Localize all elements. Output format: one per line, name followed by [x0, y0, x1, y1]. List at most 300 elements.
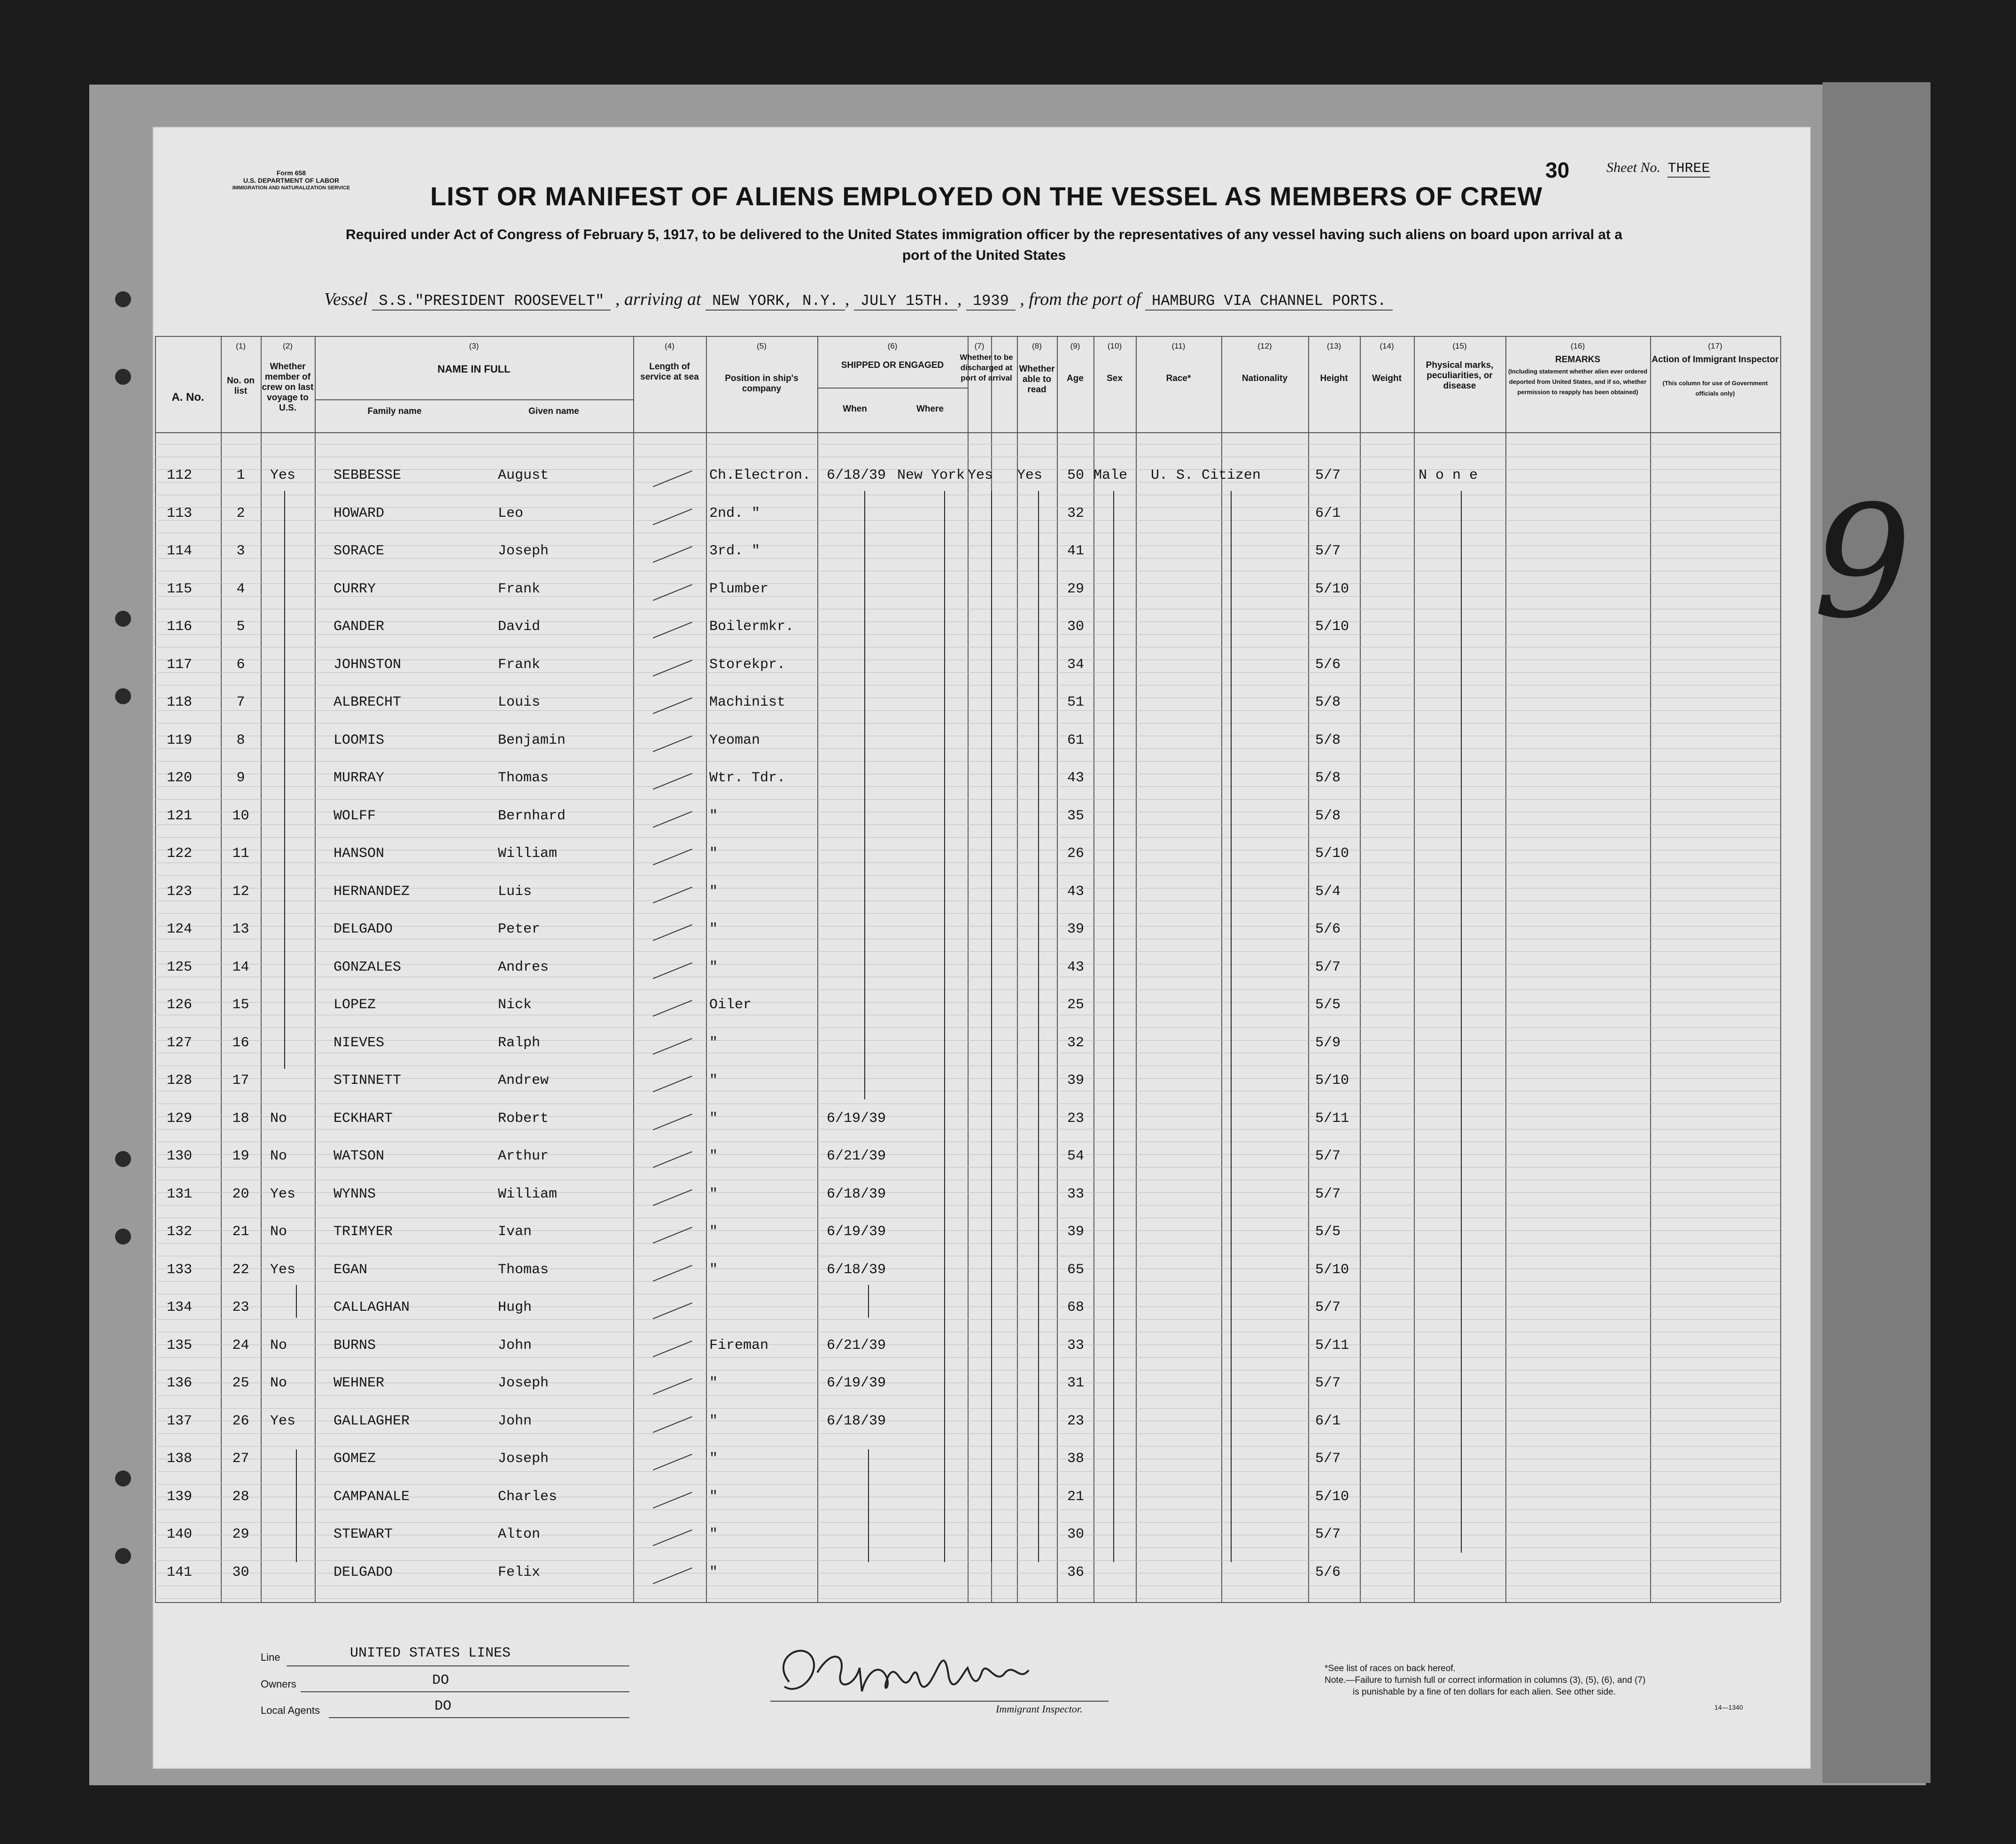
header-position: Position in ship's company [725, 373, 799, 394]
penalty-note-1: Note.—Failure to furnish full or correct information in columns (3), (5), (6), and (7) [1325, 1675, 1646, 1685]
shipped-when: 6/18/39 [827, 1413, 886, 1429]
last-voyage: Yes [270, 1186, 296, 1202]
line-underline [287, 1665, 629, 1666]
row-number: 29 [232, 1526, 249, 1542]
row-number: 27 [232, 1451, 249, 1467]
given-name: Ralph [498, 1035, 541, 1051]
a-number: 127 [167, 1035, 193, 1051]
a-number: 134 [167, 1299, 193, 1315]
row-number: 9 [236, 770, 245, 786]
given-name: Andrew [498, 1073, 549, 1089]
position: " [709, 808, 718, 824]
row-rule [155, 336, 1780, 337]
last-voyage: No [270, 1224, 287, 1240]
form-number: Form 658 [276, 169, 306, 177]
row-number: 26 [232, 1413, 249, 1429]
punch-hole [115, 1151, 131, 1167]
table-row [155, 619, 1780, 647]
arriving-label: , arriving at [615, 289, 701, 309]
position: " [709, 1111, 718, 1127]
row-number: 4 [236, 581, 245, 597]
table-row [155, 1148, 1780, 1176]
position: Machinist [709, 694, 786, 710]
a-number: 138 [167, 1451, 193, 1467]
position: Wtr. Tdr. [709, 770, 786, 786]
header-discharged: Whether to be discharged at port of arrival [960, 353, 1013, 382]
family-name: GONZALES [333, 959, 402, 975]
a-number: 123 [167, 884, 193, 900]
header-able-read: Whether able to read [1019, 364, 1055, 395]
header-when: When [843, 404, 867, 414]
row-number: 15 [232, 997, 249, 1013]
position: Yeoman [709, 732, 760, 748]
given-name: August [498, 467, 549, 483]
family-name: SORACE [333, 543, 385, 559]
header-sex: Sex [1107, 373, 1123, 383]
age: 31 [1067, 1375, 1084, 1391]
header-length-service: Length of service at sea [640, 362, 699, 382]
header-action: Action of Immigrant Inspector [1652, 355, 1779, 365]
family-name: CALLAGHAN [333, 1299, 410, 1315]
table-row [155, 846, 1780, 874]
shipped-when: 6/18/39 [827, 467, 886, 483]
row-number: 5 [236, 619, 245, 635]
shipped-when: 6/19/39 [827, 1375, 886, 1391]
a-number: 120 [167, 770, 193, 786]
a-number: 114 [167, 543, 193, 559]
header-subrule [315, 399, 633, 400]
given-name: Leo [498, 506, 524, 521]
given-name: Felix [498, 1564, 541, 1580]
arrival-date: JULY 15TH. [854, 292, 957, 311]
row-number: 13 [232, 921, 249, 937]
age: 33 [1067, 1186, 1084, 1202]
age: 26 [1067, 846, 1084, 862]
a-number: 126 [167, 997, 193, 1013]
punch-hole [115, 1548, 131, 1564]
given-name: Alton [498, 1526, 541, 1542]
a-number: 125 [167, 959, 193, 975]
given-name: Arthur [498, 1148, 549, 1164]
discharged: Yes [968, 467, 993, 483]
row-rule [155, 1602, 1780, 1603]
punch-hole [115, 688, 131, 704]
ditto-line [284, 491, 285, 1069]
age: 39 [1067, 921, 1084, 937]
a-number: 124 [167, 921, 193, 937]
given-name: Robert [498, 1111, 549, 1127]
agents-value: DO [434, 1698, 452, 1714]
height: 5/8 [1315, 770, 1341, 786]
arriving-port: NEW YORK, N.Y. [706, 292, 845, 311]
table-row [155, 1564, 1780, 1593]
row-number: 21 [232, 1224, 249, 1240]
a-number: 113 [167, 506, 193, 521]
subtitle-line-1: Required under Act of Congress of February 5, 1917, to be delivered to the United States immigration officer by the representatives of any vessel having such aliens on board upon arrival at a [346, 227, 1622, 242]
row-number: 23 [232, 1299, 249, 1315]
height: 5/5 [1315, 997, 1341, 1013]
table-row [155, 1224, 1780, 1252]
a-number: 115 [167, 581, 193, 597]
ditto-line [1038, 491, 1039, 1562]
family-name: GALLAGHER [333, 1413, 410, 1429]
last-voyage: Yes [270, 1262, 296, 1278]
able-to-read: Yes [1017, 467, 1043, 483]
agents-label: Local Agents [261, 1704, 320, 1716]
height: 5/7 [1315, 959, 1341, 975]
column-number: (2) [283, 342, 293, 350]
position: " [709, 1489, 718, 1505]
height: 5/6 [1315, 657, 1341, 673]
a-number: 128 [167, 1073, 193, 1089]
given-name: Louis [498, 694, 541, 710]
penalty-note-2: is punishable by a fine of ten dollars for each alien. See other side. [1353, 1687, 1616, 1697]
position: " [709, 1035, 718, 1051]
a-number: 131 [167, 1186, 193, 1202]
owners-label: Owners [261, 1678, 296, 1690]
position: Oiler [709, 997, 752, 1013]
height: 5/9 [1315, 1035, 1341, 1051]
row-rule [155, 951, 1780, 952]
age: 50 [1067, 467, 1084, 483]
row-number: 3 [236, 543, 245, 559]
height: 5/7 [1315, 1375, 1341, 1391]
row-rule [155, 723, 1780, 724]
a-number: 130 [167, 1148, 193, 1164]
handwritten-number: 9 [1813, 472, 1912, 653]
family-name: LOPEZ [333, 997, 376, 1013]
row-rule [155, 875, 1780, 876]
a-number: 135 [167, 1338, 193, 1354]
family-name: DELGADO [333, 1564, 393, 1580]
given-name: Hugh [498, 1299, 532, 1315]
given-name: Benjamin [498, 732, 566, 748]
inspector-signature [761, 1630, 1062, 1710]
row-number: 20 [232, 1186, 249, 1202]
age: 29 [1067, 581, 1084, 597]
position: " [709, 1073, 718, 1089]
sex: Male [1093, 467, 1128, 483]
row-number: 10 [232, 808, 249, 824]
shipped-when: 6/19/39 [827, 1224, 886, 1240]
age: 43 [1067, 884, 1084, 900]
column-number: (15) [1452, 342, 1467, 350]
row-rule [155, 1484, 1780, 1485]
age: 32 [1067, 506, 1084, 521]
a-number: 139 [167, 1489, 193, 1505]
page-title: LIST OR MANIFEST OF ALIENS EMPLOYED ON THE VESSEL AS MEMBERS OF CREW [430, 181, 1543, 211]
table-row [155, 1451, 1780, 1479]
ditto-line [1231, 491, 1232, 1562]
a-number: 122 [167, 846, 193, 862]
a-number: 118 [167, 694, 193, 710]
row-rule [155, 799, 1780, 800]
row-number: 1 [236, 467, 245, 483]
vessel-name: S.S."PRESIDENT ROOSEVELT" [372, 292, 611, 311]
age: 43 [1067, 959, 1084, 975]
height: 5/11 [1315, 1111, 1349, 1127]
header-age: Age [1067, 373, 1084, 383]
header-whether-member: Whether member of crew on last voyage to U.S. [262, 362, 314, 413]
shipped-when: 6/21/39 [827, 1338, 886, 1354]
row-number: 14 [232, 959, 249, 975]
position: Plumber [709, 581, 769, 597]
row-rule [155, 913, 1780, 914]
column-number: (16) [1570, 342, 1585, 350]
header-physical-marks: Physical marks, peculiarities, or disease [1426, 360, 1494, 391]
row-number: 6 [236, 657, 245, 673]
table-row [155, 959, 1780, 988]
table-row [155, 657, 1780, 685]
table-row [155, 506, 1780, 534]
column-number: (6) [887, 342, 898, 350]
shipped-when: 6/21/39 [827, 1148, 886, 1164]
given-name: Andres [498, 959, 549, 975]
height: 5/7 [1315, 1451, 1341, 1467]
table-row [155, 808, 1780, 836]
age: 33 [1067, 1338, 1084, 1354]
table-row [155, 1186, 1780, 1214]
ditto-line [296, 1285, 297, 1318]
punch-hole [115, 1471, 131, 1486]
position: " [709, 959, 718, 975]
age: 30 [1067, 1526, 1084, 1542]
header-remarks: REMARKS [1555, 355, 1601, 365]
print-code: 14—1340 [1714, 1704, 1743, 1711]
arrival-year: 1939 [966, 292, 1016, 311]
header-where: Where [916, 404, 944, 414]
header-height: Height [1320, 373, 1348, 383]
table-row [155, 921, 1780, 949]
age: 21 [1067, 1489, 1084, 1505]
given-name: Thomas [498, 770, 549, 786]
column-rule [1780, 336, 1781, 1602]
given-name: Nick [498, 997, 532, 1013]
table-row [155, 1299, 1780, 1328]
family-name: GOMEZ [333, 1451, 376, 1467]
row-rule [155, 1522, 1780, 1523]
punch-hole [115, 291, 131, 307]
age: 61 [1067, 732, 1084, 748]
height: 5/6 [1315, 921, 1341, 937]
height: 6/1 [1315, 1413, 1341, 1429]
position: " [709, 921, 718, 937]
height: 6/1 [1315, 506, 1341, 521]
ditto-line [296, 1449, 297, 1562]
table-row [155, 1413, 1780, 1441]
punch-hole [115, 611, 131, 627]
row-rule [155, 837, 1780, 838]
height: 5/7 [1315, 1526, 1341, 1542]
last-voyage: Yes [270, 467, 296, 483]
position: " [709, 1224, 718, 1240]
ditto-line [868, 1449, 869, 1562]
given-name: Joseph [498, 1451, 549, 1467]
a-number: 116 [167, 619, 193, 635]
height: 5/8 [1315, 694, 1341, 710]
agents-underline [329, 1717, 629, 1718]
row-number: 2 [236, 506, 245, 521]
given-name: Thomas [498, 1262, 549, 1278]
table-row [155, 884, 1780, 912]
a-number: 136 [167, 1375, 193, 1391]
shipped-when: 6/19/39 [827, 1111, 886, 1127]
column-number: (1) [236, 342, 246, 350]
a-number: 119 [167, 732, 193, 748]
height: 5/5 [1315, 1224, 1341, 1240]
age: 25 [1067, 997, 1084, 1013]
given-name: Frank [498, 657, 541, 673]
given-name: Ivan [498, 1224, 532, 1240]
table-row [155, 1375, 1780, 1403]
family-name: TRIMYER [333, 1224, 393, 1240]
ditto-line [1461, 491, 1462, 1553]
position: Boilermkr. [709, 619, 794, 635]
family-name: DELGADO [333, 921, 393, 937]
ditto-line [991, 491, 992, 1562]
from-label: , from the port of [1020, 289, 1141, 309]
column-number: (10) [1107, 342, 1122, 350]
last-voyage: No [270, 1111, 287, 1127]
column-number: (7) [974, 342, 985, 350]
row-rule [155, 989, 1780, 990]
inspector-label: Immigrant Inspector. [996, 1703, 1083, 1715]
sheet-no-field [1606, 160, 1710, 177]
row-number: 25 [232, 1375, 249, 1391]
position: " [709, 884, 718, 900]
a-number: 132 [167, 1224, 193, 1240]
table-row [155, 1111, 1780, 1139]
given-name: David [498, 619, 541, 635]
header-weight: Weight [1372, 373, 1402, 383]
column-number: (5) [757, 342, 767, 350]
sheet-no-label: Sheet No. [1606, 160, 1660, 175]
family-name: JOHNSTON [333, 657, 402, 673]
age: 43 [1067, 770, 1084, 786]
row-number: 28 [232, 1489, 249, 1505]
family-name: EGAN [333, 1262, 368, 1278]
family-name: SEBBESSE [333, 467, 402, 483]
position: " [709, 1186, 718, 1202]
from-port: HAMBURG VIA CHANNEL PORTS. [1145, 292, 1393, 311]
column-number: (4) [665, 342, 675, 350]
age: 35 [1067, 808, 1084, 824]
table-row [155, 1262, 1780, 1290]
header-nationality: Nationality [1241, 373, 1288, 383]
height: 5/7 [1315, 1299, 1341, 1315]
subtitle-line-2: port of the United States [902, 248, 1066, 263]
row-rule [155, 1598, 1780, 1599]
age: 41 [1067, 543, 1084, 559]
family-name: WATSON [333, 1148, 385, 1164]
given-name: Frank [498, 581, 541, 597]
a-number: 141 [167, 1564, 193, 1580]
age: 54 [1067, 1148, 1084, 1164]
last-voyage: No [270, 1338, 287, 1354]
age: 36 [1067, 1564, 1084, 1580]
table-row [155, 1338, 1780, 1366]
row-number: 22 [232, 1262, 249, 1278]
a-number: 129 [167, 1111, 193, 1127]
column-number: (11) [1171, 342, 1186, 350]
age: 68 [1067, 1299, 1084, 1315]
age: 34 [1067, 657, 1084, 673]
height: 5/10 [1315, 1489, 1349, 1505]
shipped-when: 6/18/39 [827, 1262, 886, 1278]
given-name: John [498, 1413, 532, 1429]
age: 23 [1067, 1111, 1084, 1127]
header-a-no: A. No. [171, 391, 204, 404]
header-given-name: Given name [528, 406, 579, 416]
row-number: 19 [232, 1148, 249, 1164]
table-row [155, 543, 1780, 571]
last-voyage: No [270, 1148, 287, 1164]
position: Ch.Electron. [709, 467, 811, 483]
line-value: UNITED STATES LINES [350, 1645, 511, 1661]
table-row [155, 1526, 1780, 1555]
position: Storekpr. [709, 657, 786, 673]
crew-table [155, 336, 1780, 1602]
position: 3rd. " [709, 543, 760, 559]
position: " [709, 1526, 718, 1542]
row-number: 16 [232, 1035, 249, 1051]
table-row [155, 1035, 1780, 1063]
column-number: (17) [1708, 342, 1722, 350]
row-number: 8 [236, 732, 245, 748]
last-voyage: No [270, 1375, 287, 1391]
height: 5/10 [1315, 581, 1349, 597]
shipped-where: New York [897, 467, 965, 483]
a-number: 117 [167, 657, 193, 673]
race-nationality: U. S. Citizen [1151, 467, 1261, 483]
line-label: Line [261, 1651, 280, 1663]
ditto-line [944, 491, 945, 1562]
header-shipped-engaged: SHIPPED OR ENGAGED [841, 360, 944, 370]
height: 5/10 [1315, 619, 1349, 635]
a-number: 112 [167, 467, 193, 483]
position: " [709, 1375, 718, 1391]
sheet-no-value: THREE [1667, 161, 1710, 177]
family-name: GANDER [333, 619, 385, 635]
inspector-underline [770, 1701, 1109, 1702]
given-name: John [498, 1338, 532, 1354]
punch-hole [115, 1229, 131, 1245]
row-number: 24 [232, 1338, 249, 1354]
position: " [709, 846, 718, 862]
given-name: Luis [498, 884, 532, 900]
height: 5/6 [1315, 1564, 1341, 1580]
age: 39 [1067, 1224, 1084, 1240]
height: 5/7 [1315, 467, 1341, 483]
service-name: IMMIGRATION AND NATURALIZATION SERVICE [232, 185, 350, 191]
last-voyage: Yes [270, 1413, 296, 1429]
header-subrule [817, 388, 968, 389]
height: 5/7 [1315, 1186, 1341, 1202]
family-name: WOLFF [333, 808, 376, 824]
row-rule [155, 1446, 1780, 1447]
given-name: Joseph [498, 1375, 549, 1391]
height: 5/7 [1315, 543, 1341, 559]
table-row [155, 467, 1780, 496]
family-name: HANSON [333, 846, 385, 862]
column-number: (3) [469, 342, 479, 350]
row-rule [155, 1560, 1780, 1561]
table-row [155, 581, 1780, 609]
a-number: 121 [167, 808, 193, 824]
race-note: *See list of races on back hereof. [1325, 1664, 1456, 1673]
ditto-line [864, 491, 865, 1099]
table-row [155, 1073, 1780, 1101]
